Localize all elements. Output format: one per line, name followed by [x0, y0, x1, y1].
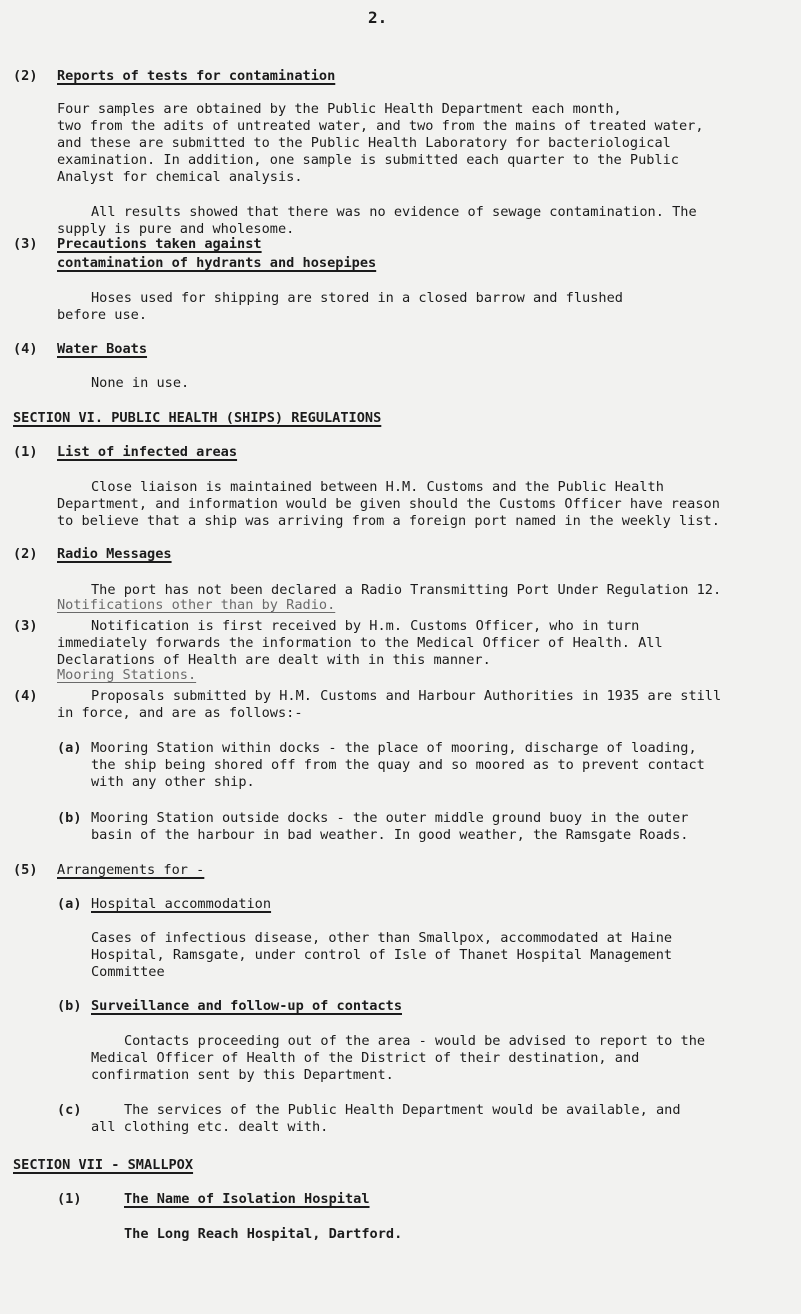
- item-heading: The Name of Isolation Hospital: [124, 1191, 370, 1207]
- paragraph-line: two from the adits of untreated water, and two from the mains of treated water,: [57, 118, 704, 134]
- paragraph-line: Close liaison is maintained between H.M. Customs and the Public Health: [91, 479, 664, 495]
- paragraph-line: Hospital, Ramsgate, under control of Isle of Thanet Hospital Management: [91, 947, 673, 963]
- paragraph-line: All results showed that there was no evidence of sewage contamination. The: [91, 204, 697, 220]
- item-number: (3): [13, 618, 38, 634]
- paragraph-line: to believe that a ship was arriving from a foreign port named in the weekly list.: [57, 513, 720, 529]
- paragraph-line: immediately forwards the information to the Medical Officer of Health. All: [57, 635, 663, 651]
- section-title: SECTION VII - SMALLPOX: [13, 1157, 194, 1173]
- sub-item-label: (a): [57, 896, 82, 912]
- paragraph-line: examination. In addition, one sample is submitted each quarter to the Public: [57, 152, 679, 168]
- paragraph-line: Department, and information would be given should the Customs Officer have reason: [57, 496, 720, 512]
- paragraph-line: Cases of infectious disease, other than Smallpox, accommodated at Haine: [91, 930, 673, 946]
- paragraph-line: None in use.: [91, 375, 190, 391]
- item-number: (1): [13, 444, 38, 460]
- item-number: (2): [13, 546, 38, 562]
- page-number: 2.: [368, 8, 388, 27]
- paragraph-line: before use.: [57, 307, 148, 323]
- paragraph-line: Declarations of Health are dealt with in this manner.: [57, 652, 491, 668]
- paragraph-line: Contacts proceeding out of the area - would be advised to report to the: [124, 1033, 706, 1049]
- sub-item-heading: Surveillance and follow-up of contacts: [91, 998, 402, 1014]
- paragraph-line: Committee: [91, 964, 165, 980]
- item-heading: Reports of tests for contamination: [57, 68, 336, 84]
- paragraph-line: confirmation sent by this Department.: [91, 1067, 394, 1083]
- paragraph-line: The port has not been declared a Radio Transmitting Port Under Regulation 12.: [91, 582, 722, 598]
- subheading-line: Notifications other than by Radio.: [57, 597, 336, 613]
- paragraph-line: The services of the Public Health Department would be available, and: [124, 1102, 681, 1118]
- paragraph-line: all clothing etc. dealt with.: [91, 1119, 329, 1135]
- item-heading: Water Boats: [57, 341, 148, 357]
- sub-item-label: (c): [57, 1102, 82, 1118]
- item-number: (1): [57, 1191, 82, 1207]
- paragraph-line: The Long Reach Hospital, Dartford.: [124, 1226, 403, 1242]
- sub-item-label: (a): [57, 740, 82, 756]
- paragraph-line: basin of the harbour in bad weather. In good weather, the Ramsgate Roads.: [91, 827, 689, 843]
- paragraph-line: the ship being shored off from the quay and so moored as to prevent contact: [91, 757, 705, 773]
- item-number: (4): [13, 688, 38, 704]
- item-heading: Radio Messages: [57, 546, 172, 562]
- paragraph-line: Hoses used for shipping are stored in a closed barrow and flushed: [91, 290, 623, 306]
- paragraph-line: Proposals submitted by H.M. Customs and Harbour Authorities in 1935 are still: [91, 688, 722, 704]
- paragraph-line: Notification is first received by H.m. Customs Officer, who in turn: [91, 618, 640, 634]
- item-heading: contamination of hydrants and hosepipes: [57, 255, 377, 271]
- item-heading: Arrangements for -: [57, 862, 205, 878]
- paragraph-line: in force, and are as follows:-: [57, 705, 303, 721]
- item-heading: List of infected areas: [57, 444, 238, 460]
- paragraph-line: Mooring Station within docks - the place of mooring, discharge of loading,: [91, 740, 697, 756]
- paragraph-line: Medical Officer of Health of the District of their destination, and: [91, 1050, 640, 1066]
- item-number: (3): [13, 236, 38, 252]
- paragraph-line: Four samples are obtained by the Public Health Department each month,: [57, 101, 622, 117]
- section-title: SECTION VI. PUBLIC HEALTH (SHIPS) REGULATIONS: [13, 410, 382, 426]
- paragraph-line: Analyst for chemical analysis.: [57, 169, 303, 185]
- item-number: (5): [13, 862, 38, 878]
- sub-item-heading: Hospital accommodation: [91, 896, 272, 912]
- sub-item-label: (b): [57, 810, 82, 826]
- item-heading: Precautions taken against: [57, 236, 262, 252]
- paragraph-line: and these are submitted to the Public Health Laboratory for bacteriological: [57, 135, 671, 151]
- paragraph-line: with any other ship.: [91, 774, 255, 790]
- item-number: (2): [13, 68, 38, 84]
- paragraph-line: supply is pure and wholesome.: [57, 221, 295, 237]
- paragraph-line: Mooring Station outside docks - the outer middle ground buoy in the outer: [91, 810, 689, 826]
- item-number: (4): [13, 341, 38, 357]
- subheading-line: Mooring Stations.: [57, 667, 197, 683]
- sub-item-label: (b): [57, 998, 82, 1014]
